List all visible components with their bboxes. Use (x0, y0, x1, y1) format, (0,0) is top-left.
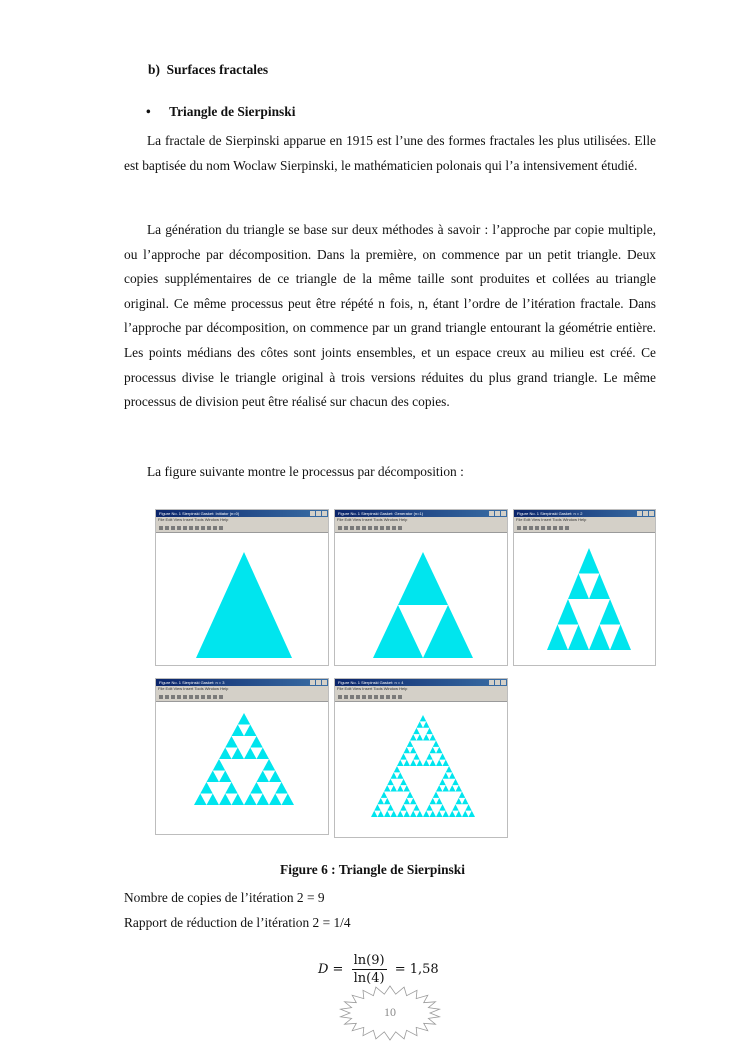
sierpinski-triangle (610, 625, 631, 651)
sierpinski-triangle (387, 779, 394, 785)
sierpinski-triangle (394, 766, 401, 772)
window-menubar: File Edit View Insert Tools Window Help (514, 517, 655, 523)
sierpinski-triangle (196, 552, 292, 658)
formula-numerator: ln(9) (353, 953, 385, 968)
sierpinski-triangle (443, 772, 450, 778)
section-label: b) (148, 62, 160, 77)
sierpinski-triangle (232, 748, 245, 760)
sierpinski-plot-n3 (156, 679, 328, 834)
sierpinski-triangle (397, 772, 404, 778)
window-titlebar: Figure No. 1 Sierpinski Gasket: Generator (n=1) (335, 510, 507, 517)
sierpinski-triangle (417, 811, 424, 817)
sierpinski-triangle (194, 794, 207, 806)
sierpinski-plot-n0 (156, 510, 328, 665)
sierpinski-triangle (589, 574, 610, 600)
sierpinski-triangle (443, 785, 450, 791)
sierpinski-triangle (232, 794, 245, 806)
formula-lhs: D = (318, 962, 344, 977)
sierpinski-triangle (398, 552, 448, 605)
sierpinski-triangle (219, 748, 232, 760)
sierpinski-triangle (397, 811, 404, 817)
sierpinski-triangle (250, 736, 263, 748)
sierpinski-triangle (244, 725, 257, 737)
sierpinski-triangle (374, 804, 381, 810)
sierpinski-window-n2 (513, 509, 656, 666)
sierpinski-triangle (449, 772, 456, 778)
sierpinski-triangle (219, 771, 232, 783)
section-heading (148, 62, 268, 78)
sierpinski-triangle (410, 734, 417, 740)
sierpinski-triangle (207, 771, 220, 783)
sierpinski-triangle (244, 794, 257, 806)
sierpinski-triangle (387, 804, 394, 810)
window-menubar: File Edit View Insert Tools Window Help (335, 517, 507, 523)
sierpinski-triangle (430, 760, 437, 766)
sierpinski-triangle (452, 804, 459, 810)
sierpinski-triangle (391, 811, 398, 817)
sierpinski-triangle (456, 785, 463, 791)
sierpinski-triangle (439, 753, 446, 759)
sierpinski-triangle (462, 811, 469, 817)
sierpinski-triangle (423, 734, 430, 740)
sierpinski-triangle (373, 605, 423, 658)
sierpinski-triangle (250, 782, 263, 794)
window-menubar: File Edit View Insert Tools Window Help (156, 686, 328, 692)
sierpinski-triangle (446, 766, 453, 772)
sierpinski-triangle (404, 798, 411, 804)
sierpinski-triangle (426, 753, 433, 759)
sierpinski-triangle (225, 782, 238, 794)
sierpinski-triangle (443, 760, 450, 766)
sierpinski-triangle (257, 771, 270, 783)
sierpinski-triangle (391, 772, 398, 778)
sierpinski-triangle (200, 782, 213, 794)
sierpinski-triangle (589, 625, 610, 651)
sierpinski-triangle (282, 794, 295, 806)
sierpinski-triangle (423, 605, 473, 658)
window-titlebar: Figure No. 1 Sierpinski Gasket: n = 4 (335, 679, 507, 686)
sierpinski-triangle (371, 811, 378, 817)
sierpinski-triangle (391, 785, 398, 791)
paragraph-methods (124, 218, 656, 415)
sierpinski-triangle (430, 798, 437, 804)
sierpinski-triangle (384, 785, 391, 791)
sierpinski-triangle (568, 625, 589, 651)
sierpinski-triangle (430, 747, 437, 753)
sierpinski-triangle (433, 741, 440, 747)
sierpinski-triangle (238, 713, 251, 725)
sierpinski-triangle (436, 760, 443, 766)
paragraph-methods-text: La génération du triangle se base sur deux méthodes à savoir : l’approche par copie multiple, ou l’approche par décomposition. Dans la première, on commence par un petit triangle. Deux copies supplémentaires de ce triangle de la même taille sont produites et collées au triangle original. Ce même processus peut être répété n fois, n, étant l’ordre de l’itération fractale. Dans l’approche par décomposition, on commence par un grand triangle entourant la géométrie entière. Les points médians des côtes sont joints ensembles, et un espace creux au milieu est créé. Ce processus divise le triangle original à trois versions réduites du plus grand triangle. Le même processus de division peut être réalisé sur chacun des copies. (124, 222, 656, 410)
sierpinski-triangle (378, 811, 385, 817)
sierpinski-triangle (449, 811, 456, 817)
sierpinski-triangle (397, 785, 404, 791)
sierpinski-triangle (436, 747, 443, 753)
sierpinski-triangle (462, 798, 469, 804)
sierpinski-triangle (410, 747, 417, 753)
sierpinski-triangle (384, 798, 391, 804)
sierpinski-triangle (404, 785, 411, 791)
sierpinski-triangle (433, 792, 440, 798)
sierpinski-triangle (417, 721, 424, 727)
window-titlebar: Figure No. 1 Sierpinski Gasket: n = 3 (156, 679, 328, 686)
sierpinski-window-n4 (334, 678, 508, 838)
window-menubar: File Edit View Insert Tools Window Help (156, 517, 328, 523)
sierpinski-triangle (449, 785, 456, 791)
sierpinski-triangle (407, 792, 414, 798)
paragraph-figure-intro-text: La figure suivante montre le processus par décomposition : (147, 464, 464, 479)
fact-copies: Nombre de copies de l’itération 2 = 9 (124, 890, 325, 905)
sierpinski-triangle (436, 811, 443, 817)
sierpinski-triangle (413, 728, 420, 734)
sierpinski-plot-n2 (514, 510, 655, 665)
bullet-title: Triangle de Sierpinski (169, 104, 296, 119)
sierpinski-triangle (404, 760, 411, 766)
sierpinski-triangle (452, 779, 459, 785)
sierpinski-triangle (420, 715, 427, 721)
figure-caption: Figure 6 : Triangle de Sierpinski (280, 862, 465, 877)
sierpinski-triangle (443, 811, 450, 817)
sierpinski-triangle (257, 748, 270, 760)
sierpinski-triangle (410, 760, 417, 766)
sierpinski-window-n0 (155, 509, 329, 666)
sierpinski-triangle (459, 792, 466, 798)
sierpinski-triangle (423, 760, 430, 766)
sierpinski-window-n3 (155, 678, 329, 835)
sierpinski-triangle (456, 811, 463, 817)
page-number: 10 (384, 1005, 396, 1019)
sierpinski-triangle (400, 753, 407, 759)
sierpinski-triangle (456, 798, 463, 804)
window-menubar: File Edit View Insert Tools Window Help (335, 686, 507, 692)
bullet-heading (146, 104, 295, 120)
sierpinski-triangle (568, 574, 589, 600)
paragraph-figure-intro (124, 460, 656, 485)
sierpinski-triangle (436, 798, 443, 804)
sierpinski-triangle (384, 811, 391, 817)
sierpinski-triangle (407, 741, 414, 747)
formula-rhs: = 1,58 (394, 962, 439, 977)
window-titlebar: Figure No. 1 Sierpinski Gasket: Initiator (n=0) (156, 510, 328, 517)
page-number-badge (338, 985, 442, 1041)
sierpinski-triangle (410, 811, 417, 817)
bullet-icon: • (146, 104, 151, 119)
sierpinski-triangle (404, 811, 411, 817)
sierpinski-triangle (413, 753, 420, 759)
sierpinski-triangle (263, 759, 276, 771)
sierpinski-triangle (436, 785, 443, 791)
formula-fraction (352, 952, 387, 987)
sierpinski-triangle (423, 721, 430, 727)
sierpinski-triangle (397, 760, 404, 766)
sierpinski-window-n1 (334, 509, 508, 666)
fact-reduction: Rapport de réduction de l’itération 2 = 1/4 (124, 915, 351, 930)
sierpinski-triangle (426, 728, 433, 734)
paragraph-intro-text: La fractale de Sierpinski apparue en 1915 est l’une des formes fractales les plus utilisées. Elle est baptisée du nom Woclaw Sierpinski, le mathématicien polonais qui l’a intensivement étudié. (124, 133, 656, 173)
sierpinski-triangle (275, 782, 288, 794)
sierpinski-triangle (244, 748, 257, 760)
sierpinski-triangle (225, 736, 238, 748)
sierpinski-triangle (269, 794, 282, 806)
sierpinski-triangle (219, 794, 232, 806)
sierpinski-triangle (579, 548, 600, 574)
sierpinski-triangle (257, 794, 270, 806)
sierpinski-triangle (469, 811, 476, 817)
sierpinski-triangle (439, 779, 446, 785)
sierpinski-triangle (547, 625, 568, 651)
paragraph-intro (124, 129, 656, 178)
window-titlebar: Figure No. 1 Sierpinski Gasket: n = 2 (514, 510, 655, 517)
sierpinski-triangle (423, 811, 430, 817)
sierpinski-triangle (213, 759, 226, 771)
sierpinski-triangle (410, 798, 417, 804)
sierpinski-triangle (232, 725, 245, 737)
sierpinski-triangle (600, 599, 621, 625)
sierpinski-triangle (465, 804, 472, 810)
formula-denominator: ln(4) (353, 971, 385, 986)
sierpinski-triangle (207, 794, 220, 806)
sierpinski-triangle (269, 771, 282, 783)
sierpinski-triangle (426, 804, 433, 810)
sierpinski-triangle (400, 779, 407, 785)
sierpinski-triangle (381, 792, 388, 798)
sierpinski-triangle (417, 760, 424, 766)
sierpinski-triangle (439, 804, 446, 810)
sierpinski-triangle (417, 734, 424, 740)
sierpinski-triangle (430, 811, 437, 817)
sierpinski-plot-n4 (335, 679, 507, 837)
sierpinski-triangle (558, 599, 579, 625)
sierpinski-plot-n1 (335, 510, 507, 665)
dimension-formula (318, 952, 439, 987)
sierpinski-triangle (400, 804, 407, 810)
sierpinski-triangle (378, 798, 385, 804)
sierpinski-triangle (404, 747, 411, 753)
section-title: Surfaces fractales (166, 62, 269, 77)
sierpinski-triangle (413, 804, 420, 810)
sierpinski-triangle (430, 734, 437, 740)
